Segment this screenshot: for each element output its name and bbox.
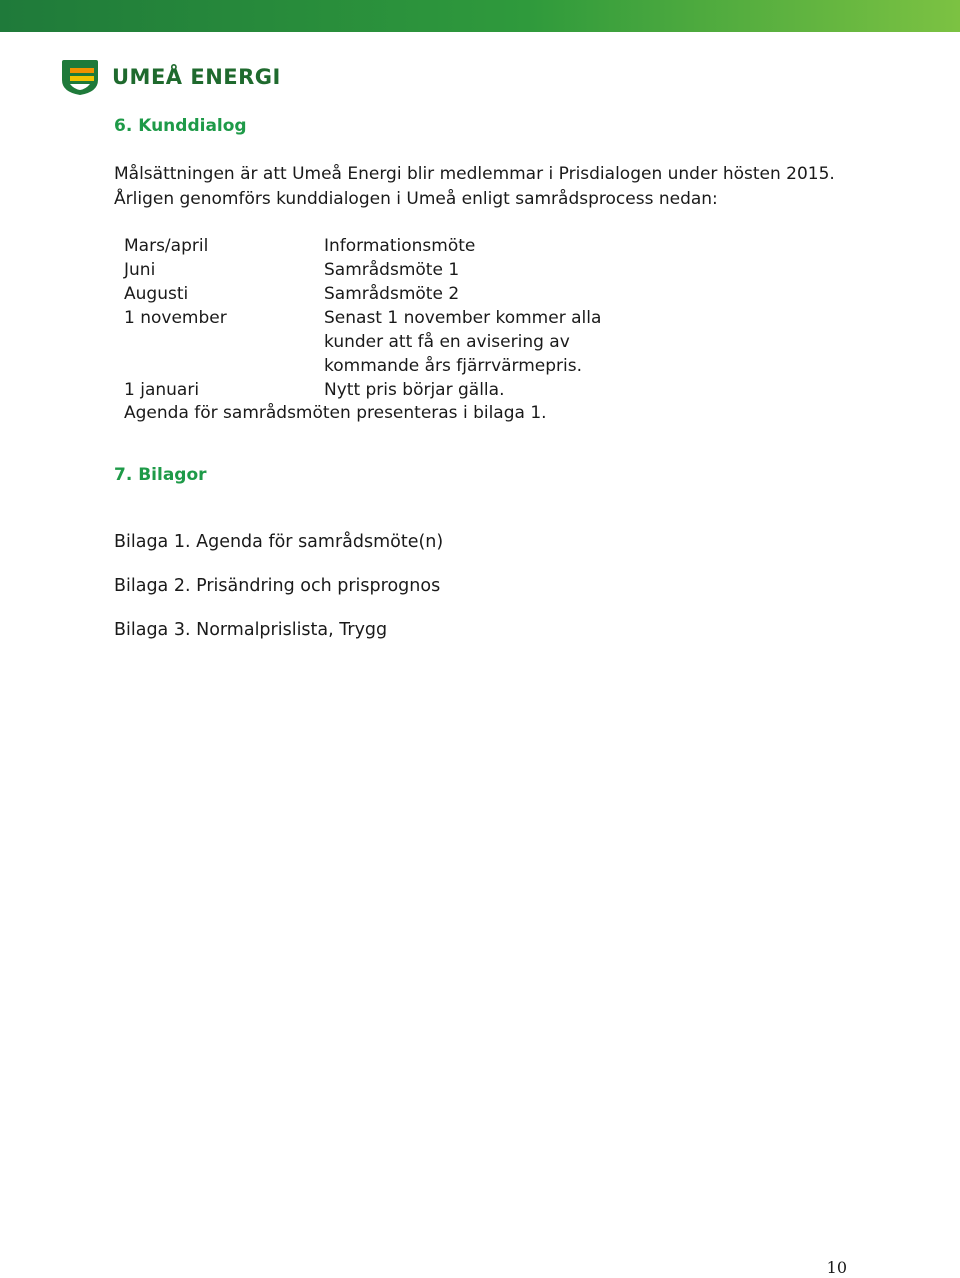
attachment-item: Bilaga 1. Agenda för samrådsmöte(n): [114, 532, 444, 552]
schedule-what: Senast 1 november kommer alla kunder att få en avisering av kommande års fjärrvärmepris.: [324, 308, 602, 376]
umea-energi-logo-icon: [60, 58, 100, 96]
schedule-what: Samrådsmöte 2: [324, 284, 460, 304]
schedule-when: 1 november: [124, 308, 227, 328]
attachment-item: Bilaga 2. Prisändring och prisprognos: [114, 576, 441, 596]
schedule-row: [124, 258, 824, 282]
header-bar: [0, 0, 960, 32]
schedule-table: [124, 234, 824, 402]
schedule-when: 1 januari: [124, 380, 200, 400]
schedule-when: Augusti: [124, 284, 189, 304]
schedule-row: [124, 234, 824, 258]
section-6-intro: Målsättningen är att Umeå Energi blir medlemmar i Prisdialogen under hösten 2015. Årligen genomförs kunddialogen i Umeå enligt samrådsprocess nedan:: [114, 164, 835, 209]
page-number: 10: [826, 1258, 847, 1277]
schedule-row: [124, 378, 824, 402]
section-6-heading: 6. Kunddialog: [114, 116, 247, 136]
agenda-note: Agenda för samrådsmöten presenteras i bilaga 1.: [124, 403, 547, 423]
company-logo: [60, 57, 281, 97]
schedule-what: Informationsmöte: [324, 236, 476, 256]
section-7-heading: 7. Bilagor: [114, 465, 207, 485]
schedule-row: [124, 306, 824, 378]
schedule-when: Juni: [124, 260, 156, 280]
schedule-what: Nytt pris börjar gälla.: [324, 380, 505, 400]
schedule-when: Mars/april: [124, 236, 209, 256]
attachment-item: Bilaga 3. Normalprislista, Trygg: [114, 620, 388, 640]
schedule-row: [124, 282, 824, 306]
logo-text: UMEÅ ENERGI: [112, 65, 281, 89]
schedule-what: Samrådsmöte 1: [324, 260, 460, 280]
